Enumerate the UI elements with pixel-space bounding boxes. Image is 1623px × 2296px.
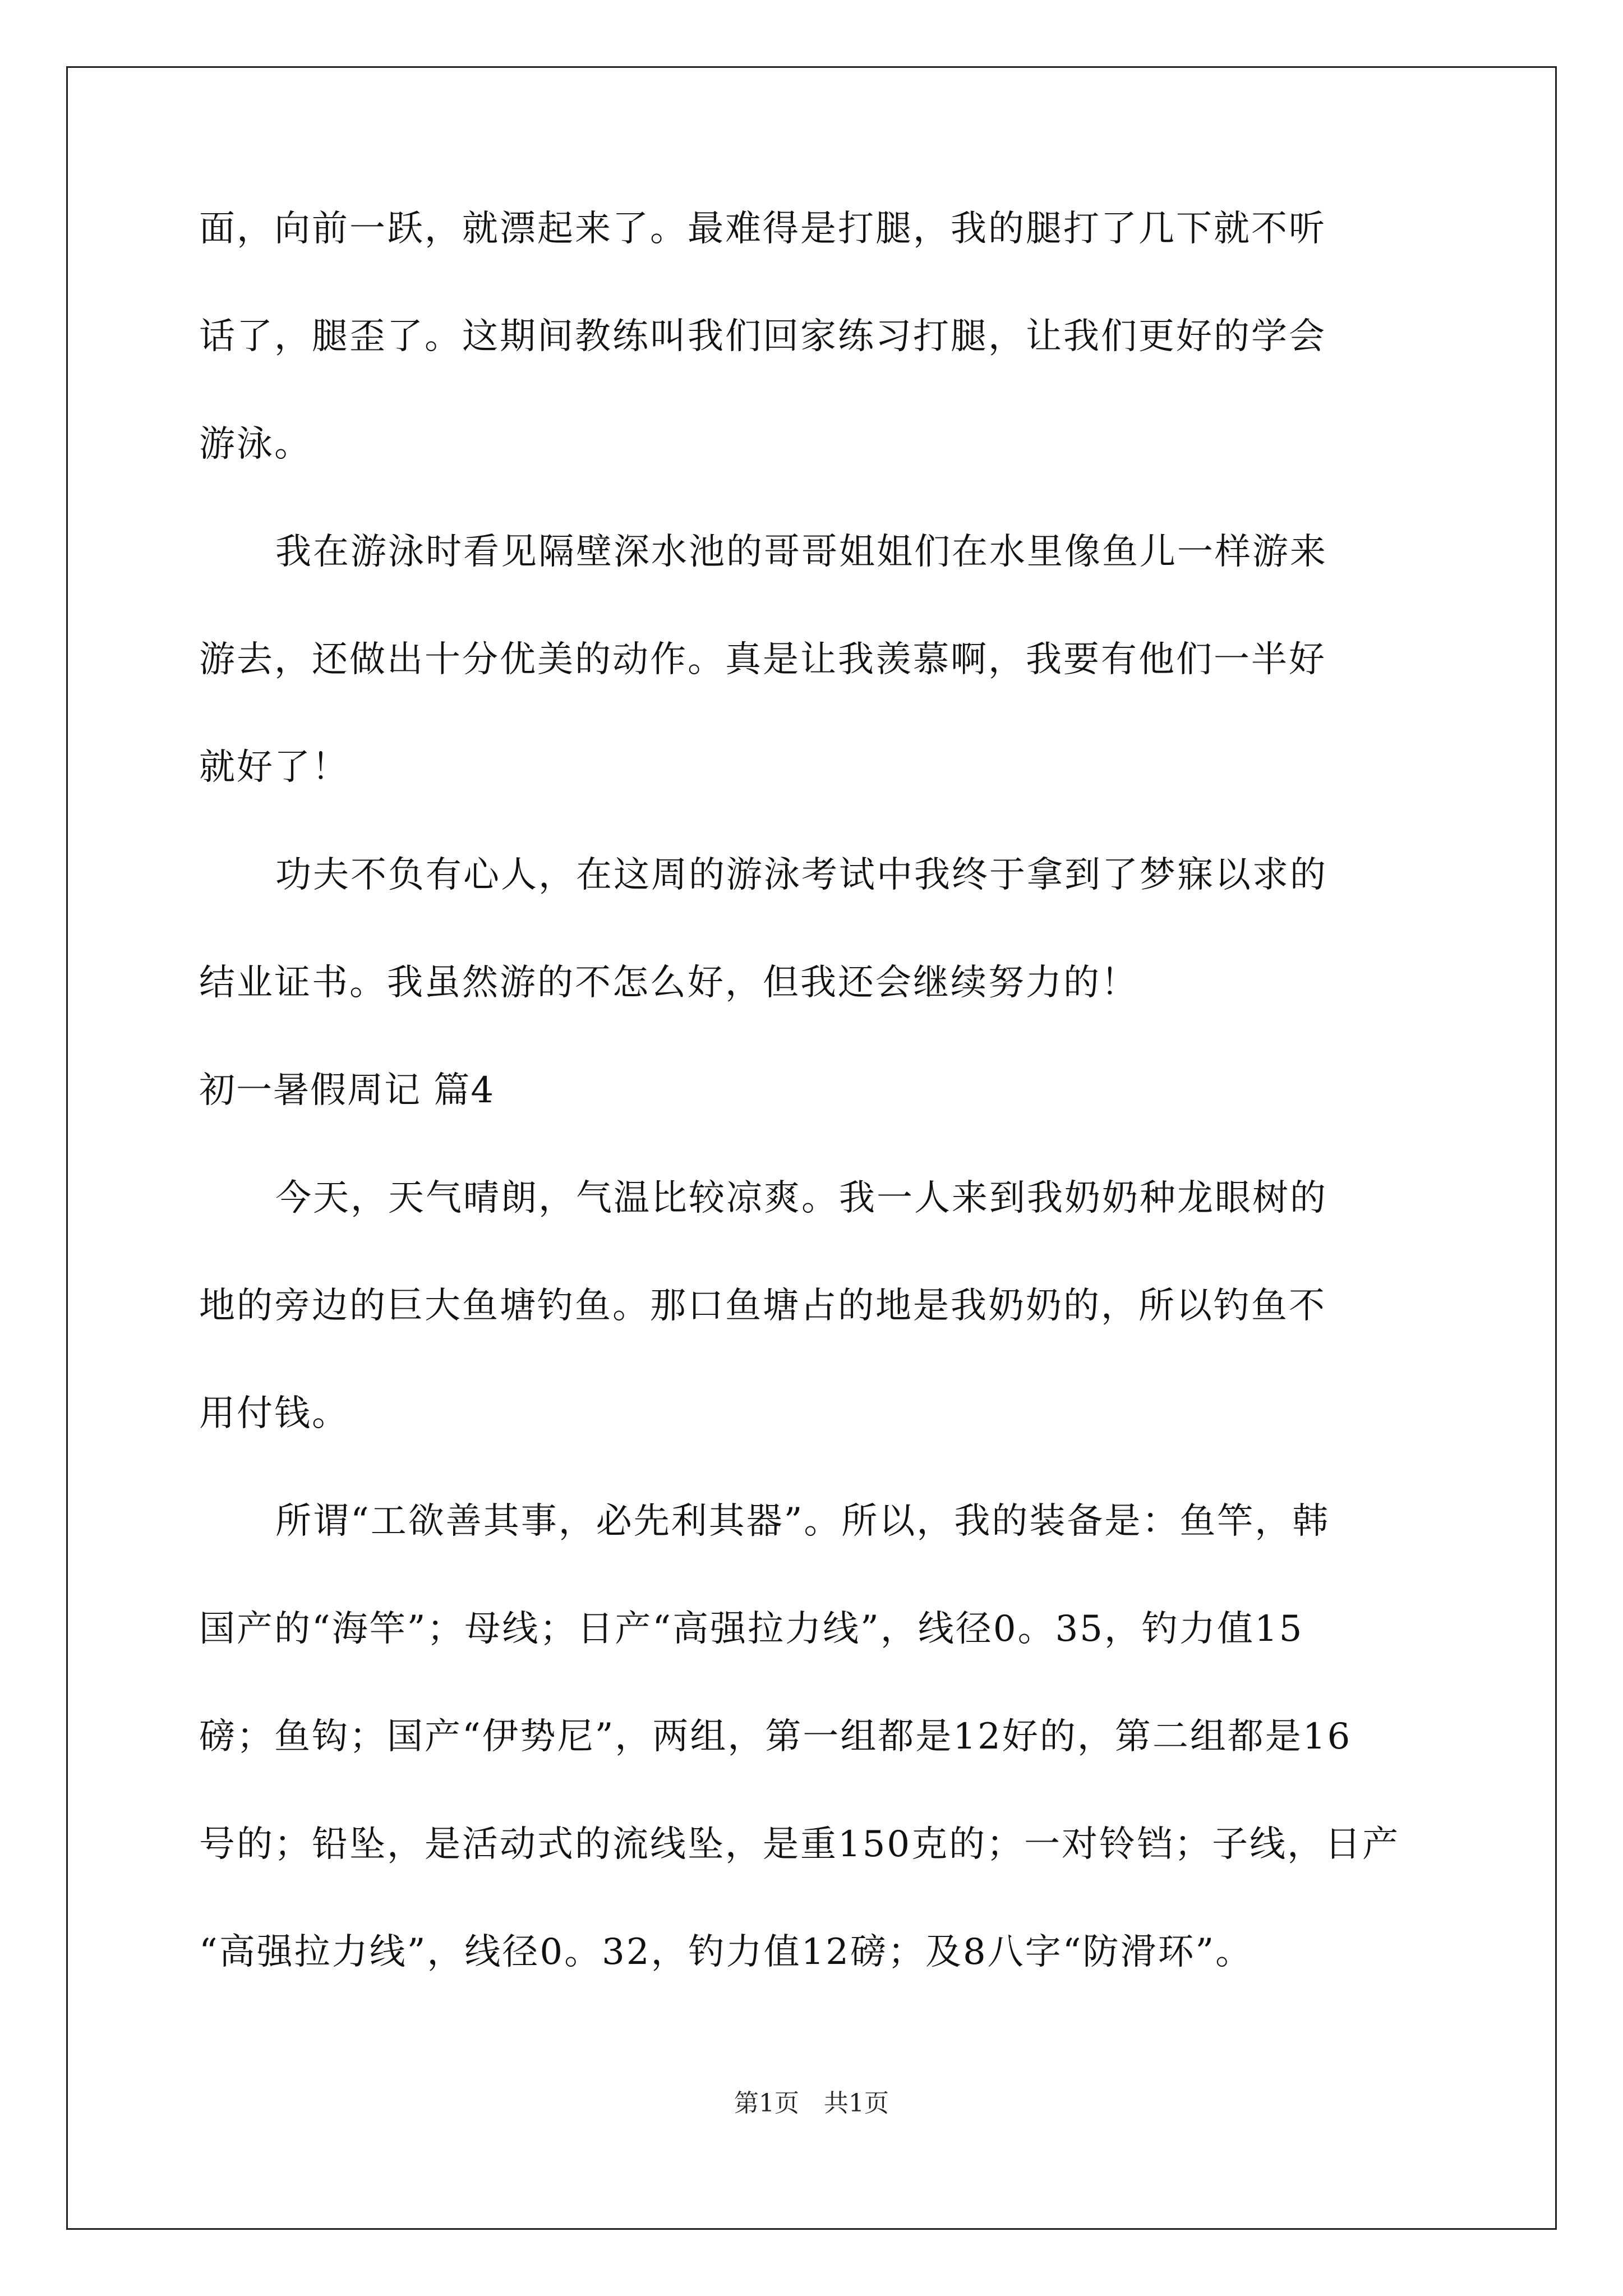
paragraph-line: 话了，腿歪了。这期间教练叫我们回家练习打腿，让我们更好的学会 (199, 316, 1326, 357)
paragraph-line: 游去，还做出十分优美的动作。真是让我羡慕啊，我要有他们一半好 (199, 639, 1326, 680)
paragraph-line: 面，向前一跃，就漂起来了。最难得是打腿，我的腿打了几下就不听 (199, 208, 1326, 250)
paragraph-line: 地的旁边的巨大鱼塘钓鱼。那口鱼塘占的地是我奶奶的，所以钓鱼不 (199, 1285, 1326, 1327)
paragraph-line: 号的；铅坠，是活动式的流线坠，是重150克的；一对铃铛；子线，日产 (199, 1824, 1400, 1865)
paragraph-line: “高强拉力线”，线径0。32，钓力值12磅；及8八字“防滑环”。 (199, 1931, 1253, 1973)
paragraph-line: 我在游泳时看见隔壁深水池的哥哥姐姐们在水里像鱼儿一样游来 (275, 531, 1327, 573)
page-footer: 第1页 共1页 (734, 2089, 889, 2118)
paragraph-line: 游泳。 (199, 424, 312, 465)
document-body (199, 202, 1433, 2033)
paragraph-line: 就好了！ (199, 747, 349, 788)
paragraph-line: 国产的“海竿”；母线；日产“高强拉力线”，线径0。35，钓力值15 (199, 1608, 1304, 1650)
paragraph-line: 结业证书。我虽然游的不怎么好，但我还会继续努力的！ (199, 962, 1138, 1004)
paragraph-line: 磅；鱼钩；国产“伊势尼”，两组，第一组都是12好的，第二组都是16 (199, 1716, 1352, 1757)
paragraph-line: 所谓“工欲善其事，必先利其器”。所以，我的装备是：鱼竿，韩 (275, 1501, 1330, 1542)
paragraph-line: 用付钱。 (199, 1393, 349, 1434)
paragraph-line: 功夫不负有心人，在这周的游泳考试中我终于拿到了梦寐以求的 (275, 854, 1327, 896)
section-heading: 初一暑假周记 篇4 (199, 1070, 495, 1111)
paragraph-line: 今天，天气晴朗，气温比较凉爽。我一人来到我奶奶种龙眼树的 (275, 1177, 1327, 1219)
